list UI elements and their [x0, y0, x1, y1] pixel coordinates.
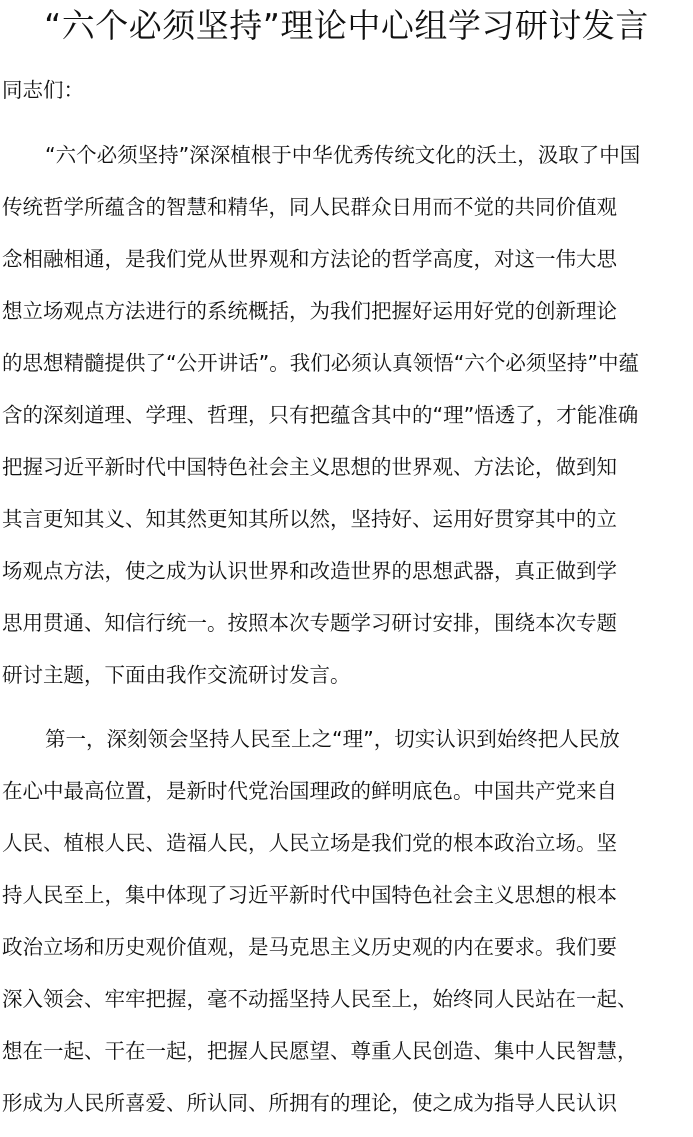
- document-title: “六个必须坚持”理论中心组学习研讨发言: [44, 6, 649, 45]
- text-line: 场观点方法，使之成为认识世界和改造世界的思想武器，真正做到学: [2, 559, 617, 583]
- text-line: 第一，深刻领会坚持人民至上之“理”，切实认识到始终把人民放: [45, 727, 620, 751]
- text-line: 研讨主题，下面由我作交流研讨发言。: [2, 663, 351, 687]
- text-line: 思用贯通、知信行统一。按照本次专题学习研讨安排，围绕本次专题: [2, 611, 617, 635]
- text-line: 念相融相通，是我们党从世界观和方法论的哲学高度，对这一伟大思: [2, 247, 617, 271]
- text-line: “六个必须坚持”深深植根于中华优秀传统文化的沃土，汲取了中国: [45, 143, 641, 167]
- text-line: 深入领会、牢牢把握，毫不动摇坚持人民至上，始终同人民站在一起、: [2, 987, 638, 1011]
- text-line: 的思想精髓提供了“公开讲话”。我们必须认真领悟“六个必须坚持”中蕴: [2, 351, 639, 375]
- text-line: 含的深刻道理、学理、哲理，只有把蕴含其中的“理”悟透了，才能准确: [2, 403, 639, 427]
- text-line: 想在一起、干在一起，把握人民愿望、尊重人民创造、集中人民智慧，: [2, 1039, 638, 1063]
- salutation: 同志们：: [2, 78, 84, 102]
- paragraph-1: [2, 137, 693, 709]
- text-line: 传统哲学所蕴含的智慧和精华，同人民群众日用而不觉的共同价值观: [2, 195, 617, 219]
- text-line: 持人民至上，集中体现了习近平新时代中国特色社会主义思想的根本: [2, 883, 617, 907]
- text-line: 把握习近平新时代中国特色社会主义思想的世界观、方法论，做到知: [2, 455, 617, 479]
- text-line: 形成为人民所喜爱、所认同、所拥有的理论，使之成为指导人民认识: [2, 1091, 617, 1115]
- paragraph-2: [2, 721, 693, 1137]
- text-line: 人民、植根人民、造福人民，人民立场是我们党的根本政治立场。坚: [2, 831, 617, 855]
- text-line: 在心中最高位置，是新时代党治国理政的鲜明底色。中国共产党来自: [2, 779, 617, 803]
- text-line: 政治立场和历史观价值观，是马克思主义历史观的内在要求。我们要: [2, 935, 617, 959]
- text-line: 其言更知其义、知其然更知其所以然，坚持好、运用好贯穿其中的立: [2, 507, 617, 531]
- text-line: 想立场观点方法进行的系统概括，为我们把握好运用好党的创新理论: [2, 299, 617, 323]
